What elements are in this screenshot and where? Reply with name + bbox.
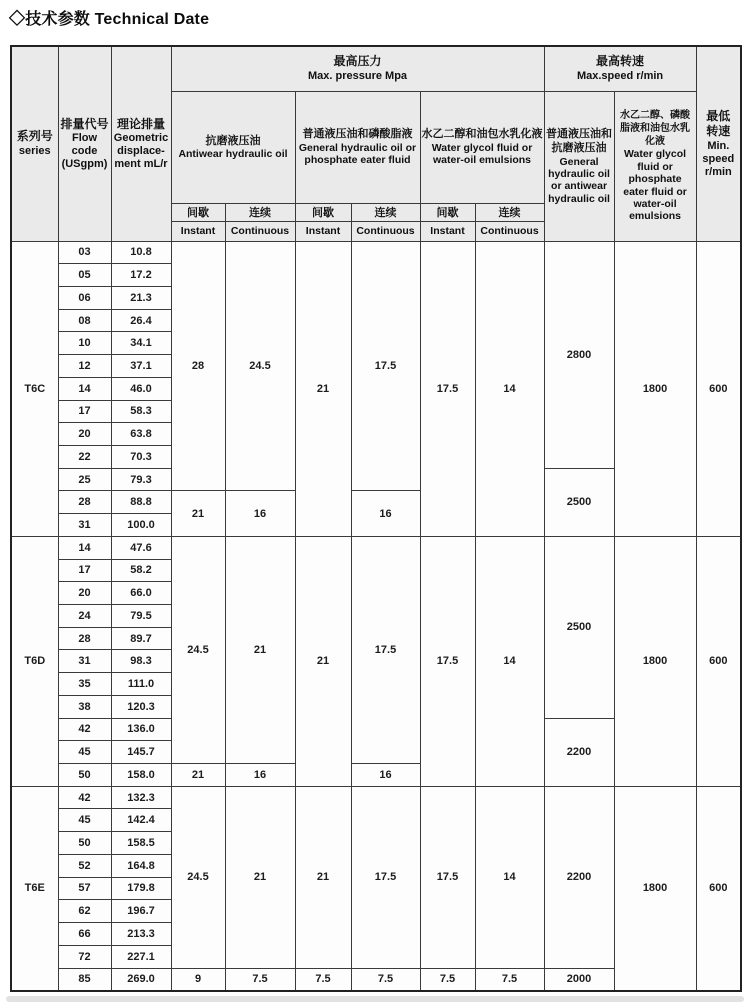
flow-code-cell: 31 bbox=[58, 650, 111, 673]
header-max-speed-general: 普通液压油和抗磨液压油 General hydraulic oil or antiwear hydraulic oil bbox=[544, 91, 614, 241]
displacement-cell: 111.0 bbox=[111, 673, 171, 696]
displacement-cell: 100.0 bbox=[111, 514, 171, 537]
maxspeed-general-cell: 2200 bbox=[544, 786, 614, 968]
flow-code-cell: 20 bbox=[58, 423, 111, 446]
flow-code-cell: 50 bbox=[58, 832, 111, 855]
antiwear-continuous-cell: 16 bbox=[225, 764, 295, 787]
flow-code-cell: 42 bbox=[58, 718, 111, 741]
flow-code-cell: 17 bbox=[58, 559, 111, 582]
flow-code-cell: 24 bbox=[58, 605, 111, 628]
antiwear-instant-cell: 24.5 bbox=[171, 536, 225, 763]
maxspeed-general-cell: 2500 bbox=[544, 468, 614, 536]
header-antiwear-oil: 抗磨液压油 Antiwear hydraulic oil bbox=[171, 91, 295, 203]
antiwear-continuous-cell: 7.5 bbox=[225, 968, 295, 991]
flow-code-cell: 03 bbox=[58, 241, 111, 264]
page-bottom-shadow bbox=[6, 996, 744, 1002]
header-flow-code: 排量代号 Flow code (USgpm) bbox=[58, 46, 111, 241]
flow-code-cell: 28 bbox=[58, 627, 111, 650]
antiwear-continuous-cell: 21 bbox=[225, 536, 295, 763]
minspeed-cell: 600 bbox=[696, 786, 741, 990]
flow-code-cell: 22 bbox=[58, 445, 111, 468]
displacement-cell: 66.0 bbox=[111, 582, 171, 605]
maxspeed-general-cell: 2500 bbox=[544, 536, 614, 718]
header-antiwear-instant-zh: 间歇 bbox=[171, 203, 225, 221]
maxspeed-waterglycol-cell: 1800 bbox=[614, 786, 696, 990]
waterglycol-continuous-cell: 14 bbox=[475, 536, 544, 786]
general-continuous-cell: 7.5 bbox=[351, 968, 420, 991]
series-cell: T6C bbox=[11, 241, 58, 536]
header-max-speed: 最高转速 Max.speed r/min bbox=[544, 46, 696, 91]
header-general-oil: 普通液压油和磷酸脂液 General hydraulic oil or phosphate eater fluid bbox=[295, 91, 420, 203]
header-water-glycol-oil: 水乙二醇和油包水乳化液 Water glycol fluid or water-oil emulsions bbox=[420, 91, 544, 203]
maxspeed-waterglycol-cell: 1800 bbox=[614, 536, 696, 786]
minspeed-cell: 600 bbox=[696, 241, 741, 536]
flow-code-cell: 57 bbox=[58, 877, 111, 900]
displacement-cell: 158.0 bbox=[111, 764, 171, 787]
displacement-cell: 63.8 bbox=[111, 423, 171, 446]
series-cell: T6D bbox=[11, 536, 58, 786]
displacement-cell: 10.8 bbox=[111, 241, 171, 264]
displacement-cell: 21.3 bbox=[111, 286, 171, 309]
waterglycol-instant-cell: 17.5 bbox=[420, 241, 475, 536]
table-row bbox=[11, 241, 741, 264]
displacement-cell: 132.3 bbox=[111, 786, 171, 809]
displacement-cell: 79.5 bbox=[111, 605, 171, 628]
displacement-cell: 213.3 bbox=[111, 923, 171, 946]
displacement-cell: 145.7 bbox=[111, 741, 171, 764]
displacement-cell: 70.3 bbox=[111, 445, 171, 468]
technical-data-table bbox=[10, 45, 742, 992]
header-antiwear-instant-en: Instant bbox=[171, 221, 225, 241]
header-max-speed-water-glycol: 水乙二醇、磷酸脂液和油包水乳化液 Water glycol fluid or phosphate eater fluid or water-oil emulsions bbox=[614, 91, 696, 241]
flow-code-cell: 62 bbox=[58, 900, 111, 923]
flow-code-cell: 08 bbox=[58, 309, 111, 332]
displacement-cell: 58.2 bbox=[111, 559, 171, 582]
header-waterglycol-continuous-zh: 连续 bbox=[475, 203, 544, 221]
displacement-cell: 227.1 bbox=[111, 945, 171, 968]
table-row bbox=[11, 786, 741, 809]
antiwear-continuous-cell: 16 bbox=[225, 491, 295, 536]
waterglycol-continuous-cell: 7.5 bbox=[475, 968, 544, 991]
general-instant-cell: 21 bbox=[295, 536, 351, 786]
header-max-pressure: 最高压力 Max. pressure Mpa bbox=[171, 46, 544, 91]
flow-code-cell: 25 bbox=[58, 468, 111, 491]
flow-code-cell: 72 bbox=[58, 945, 111, 968]
waterglycol-instant-cell: 17.5 bbox=[420, 536, 475, 786]
header-general-continuous-en: Continuous bbox=[351, 221, 420, 241]
displacement-cell: 58.3 bbox=[111, 400, 171, 423]
displacement-cell: 17.2 bbox=[111, 264, 171, 287]
displacement-cell: 89.7 bbox=[111, 627, 171, 650]
flow-code-cell: 66 bbox=[58, 923, 111, 946]
flow-code-cell: 45 bbox=[58, 809, 111, 832]
maxspeed-waterglycol-cell: 1800 bbox=[614, 241, 696, 536]
flow-code-cell: 50 bbox=[58, 764, 111, 787]
flow-code-cell: 28 bbox=[58, 491, 111, 514]
flow-code-cell: 35 bbox=[58, 673, 111, 696]
antiwear-instant-cell: 28 bbox=[171, 241, 225, 491]
flow-code-cell: 31 bbox=[58, 514, 111, 537]
waterglycol-continuous-cell: 14 bbox=[475, 786, 544, 968]
header-antiwear-continuous-zh: 连续 bbox=[225, 203, 295, 221]
header-antiwear-continuous-en: Continuous bbox=[225, 221, 295, 241]
general-continuous-cell: 17.5 bbox=[351, 241, 420, 491]
displacement-cell: 79.3 bbox=[111, 468, 171, 491]
flow-code-cell: 14 bbox=[58, 536, 111, 559]
page-title: ◇技术参数 Technical Date bbox=[9, 11, 210, 28]
flow-code-cell: 85 bbox=[58, 968, 111, 991]
header-general-instant-en: Instant bbox=[295, 221, 351, 241]
displacement-cell: 158.5 bbox=[111, 832, 171, 855]
displacement-cell: 164.8 bbox=[111, 854, 171, 877]
header-min-speed: 最低转速 Min. speed r/min bbox=[696, 46, 741, 241]
general-continuous-cell: 16 bbox=[351, 491, 420, 536]
displacement-cell: 269.0 bbox=[111, 968, 171, 991]
displacement-cell: 120.3 bbox=[111, 695, 171, 718]
displacement-cell: 196.7 bbox=[111, 900, 171, 923]
waterglycol-instant-cell: 7.5 bbox=[420, 968, 475, 991]
header-general-continuous-zh: 连续 bbox=[351, 203, 420, 221]
table-body bbox=[11, 241, 741, 991]
flow-code-cell: 12 bbox=[58, 355, 111, 378]
displacement-cell: 88.8 bbox=[111, 491, 171, 514]
general-instant-cell: 21 bbox=[295, 786, 351, 968]
general-instant-cell: 21 bbox=[295, 241, 351, 536]
antiwear-continuous-cell: 24.5 bbox=[225, 241, 295, 491]
displacement-cell: 26.4 bbox=[111, 309, 171, 332]
flow-code-cell: 17 bbox=[58, 400, 111, 423]
displacement-cell: 47.6 bbox=[111, 536, 171, 559]
displacement-cell: 179.8 bbox=[111, 877, 171, 900]
series-cell: T6E bbox=[11, 786, 58, 990]
antiwear-instant-cell: 9 bbox=[171, 968, 225, 991]
antiwear-instant-cell: 21 bbox=[171, 764, 225, 787]
header-general-instant-zh: 间歇 bbox=[295, 203, 351, 221]
general-instant-cell: 7.5 bbox=[295, 968, 351, 991]
header-series: 系列号 series bbox=[11, 46, 58, 241]
displacement-cell: 142.4 bbox=[111, 809, 171, 832]
antiwear-instant-cell: 24.5 bbox=[171, 786, 225, 968]
flow-code-cell: 14 bbox=[58, 377, 111, 400]
waterglycol-continuous-cell: 14 bbox=[475, 241, 544, 536]
displacement-cell: 46.0 bbox=[111, 377, 171, 400]
flow-code-cell: 05 bbox=[58, 264, 111, 287]
header-waterglycol-continuous-en: Continuous bbox=[475, 221, 544, 241]
maxspeed-general-cell: 2200 bbox=[544, 718, 614, 786]
flow-code-cell: 38 bbox=[58, 695, 111, 718]
flow-code-cell: 45 bbox=[58, 741, 111, 764]
antiwear-instant-cell: 21 bbox=[171, 491, 225, 536]
displacement-cell: 34.1 bbox=[111, 332, 171, 355]
displacement-cell: 37.1 bbox=[111, 355, 171, 378]
general-continuous-cell: 17.5 bbox=[351, 786, 420, 968]
displacement-cell: 98.3 bbox=[111, 650, 171, 673]
displacement-cell: 136.0 bbox=[111, 718, 171, 741]
waterglycol-instant-cell: 17.5 bbox=[420, 786, 475, 968]
header-waterglycol-instant-en: Instant bbox=[420, 221, 475, 241]
flow-code-cell: 42 bbox=[58, 786, 111, 809]
minspeed-cell: 600 bbox=[696, 536, 741, 786]
maxspeed-general-cell: 2000 bbox=[544, 968, 614, 991]
table-row bbox=[11, 536, 741, 559]
flow-code-cell: 06 bbox=[58, 286, 111, 309]
general-continuous-cell: 17.5 bbox=[351, 536, 420, 763]
antiwear-continuous-cell: 21 bbox=[225, 786, 295, 968]
header-displacement: 理论排量 Geometric displace- ment mL/r bbox=[111, 46, 171, 241]
flow-code-cell: 52 bbox=[58, 854, 111, 877]
maxspeed-general-cell: 2800 bbox=[544, 241, 614, 468]
flow-code-cell: 20 bbox=[58, 582, 111, 605]
flow-code-cell: 10 bbox=[58, 332, 111, 355]
header-waterglycol-instant-zh: 间歇 bbox=[420, 203, 475, 221]
general-continuous-cell: 16 bbox=[351, 764, 420, 787]
header-row-groups bbox=[11, 46, 741, 91]
